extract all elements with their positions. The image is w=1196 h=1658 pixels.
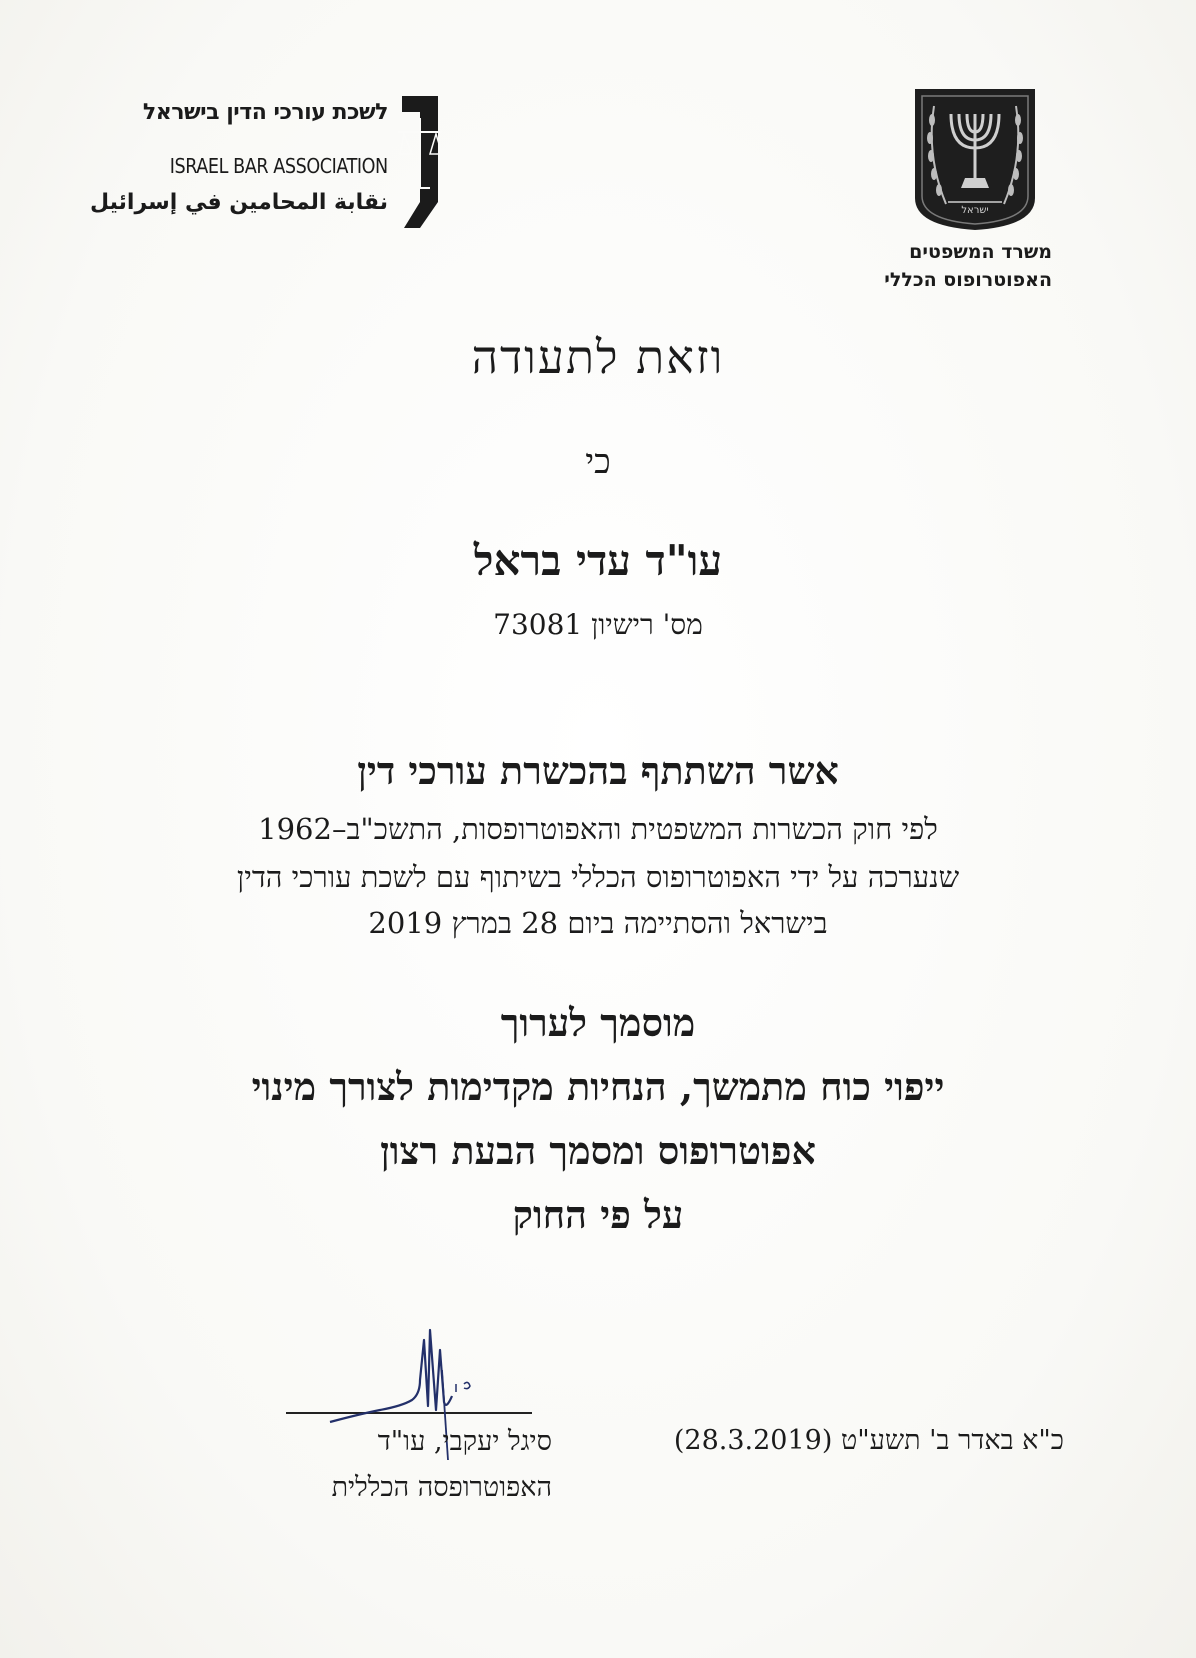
ministry-block — [884, 238, 1052, 294]
menorah-emblem-icon — [912, 86, 1038, 232]
bar-association-logo — [90, 92, 450, 242]
authorization-line-4: על פי החוק — [512, 1192, 684, 1237]
ministry-line-2: האפוטרופוס הכללי — [884, 269, 1052, 291]
ministry-line-1: משרד המשפטים — [909, 241, 1052, 263]
scales-of-justice-icon — [390, 92, 450, 232]
bar-association-name-arabic: نقابة المحامين في إسرائيل — [90, 190, 388, 215]
authorization-line-2: ייפוי כוח מתמשך, הנחיות מקדימות לצורך מינוי — [251, 1064, 945, 1109]
certificate-title: וזאת לתעודה — [471, 330, 725, 384]
signer-name: סיגל יעקבי, עו"ד — [377, 1426, 552, 1457]
law-line-1: לפי חוק הכשרות המשפטית והאפוטרופסות, התשכ"ב–1962 — [258, 812, 938, 846]
certificate-ki: כי — [585, 442, 611, 482]
authorization-line-1: מוסמך לערוך — [500, 1000, 696, 1045]
course-heading: אשר השתתף בהכשרת עורכי דין — [357, 748, 839, 793]
signer-title: האפוטרופסה הכללית — [331, 1472, 552, 1503]
issue-date: כ"א באדר ב' תשע"ט (28.3.2019) — [673, 1425, 1064, 1456]
law-line-2: שנערכה על ידי האפוטרופוס הכללי בשיתוף עם לשכת עורכי הדין — [236, 860, 960, 894]
law-line-3: בישראל והסתיימה ביום 28 במרץ 2019 — [368, 906, 828, 940]
emblem-inscription: ישראל — [961, 205, 989, 216]
recipient-name: עו"ד עדי בראל — [473, 536, 723, 585]
authorization-line-3: אפוטרופוס ומסמך הבעת רצון — [380, 1128, 816, 1173]
bar-association-name-english: ISRAEL BAR ASSOCIATION — [169, 154, 388, 178]
license-number: מס' רישיון 73081 — [493, 608, 703, 641]
bar-association-name-hebrew: לשכת עורכי הדין בישראל — [142, 100, 388, 125]
